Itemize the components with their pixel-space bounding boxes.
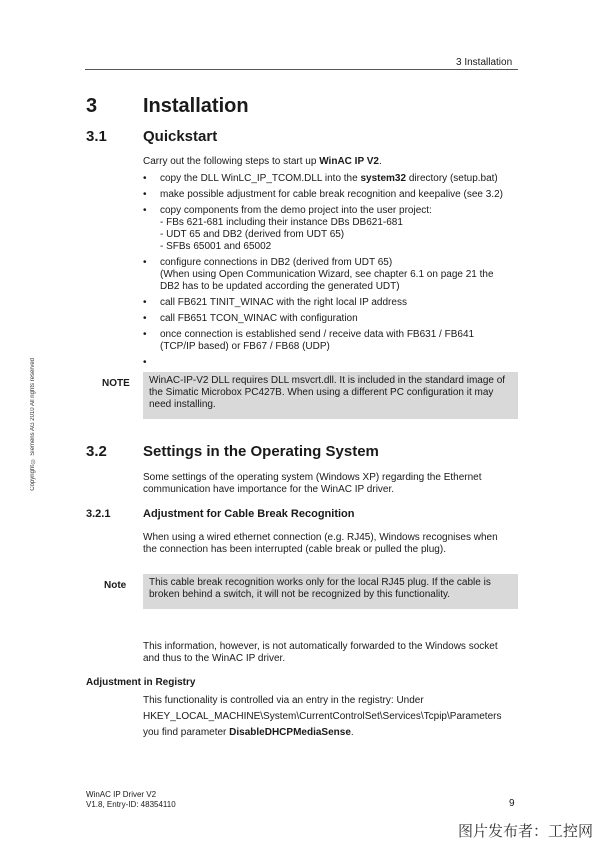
subsection-title: Adjustment for Cable Break Recognition	[143, 508, 355, 520]
publisher-watermark: 图片发布者：工控网	[458, 823, 594, 840]
page-number: 9	[509, 798, 515, 809]
section-number: 3.2	[86, 443, 107, 460]
list-item: • once connection is established send / receive data with FB631 / FB641 (TCP/IP based) or FB67 / FB68 (UDP)	[143, 329, 513, 353]
section-title: Settings in the Operating System	[143, 443, 379, 460]
registry-paragraph: This functionality is controlled via an entry in the registry: Under HKEY_LOCAL_MACHINE\System\CurrentControlSet\Services\Tcpip\Parameters you find parameter DisableDHCPMediaSense.	[143, 695, 502, 738]
list-item: • configure connections in DB2 (derived from UDT 65) (When using Open Communication Wizard, see chapter 6.1 on page 21 the DB2 has to be updated according the generated UDT)	[143, 257, 513, 293]
registry-heading: Adjustment in Registry	[86, 677, 196, 688]
copyright-notice: Copyright © Siemens AG 2010 All rights reserved	[30, 358, 36, 491]
quickstart-intro: Carry out the following steps to start up WinAC IP V2.	[143, 156, 382, 167]
chapter-title: Installation	[143, 95, 249, 117]
list-item: • make possible adjustment for cable break recognition and keepalive (see 3.2)	[143, 189, 513, 201]
section-number: 3.1	[86, 128, 107, 145]
section-title: Quickstart	[143, 128, 218, 145]
chapter-number: 3	[86, 95, 98, 117]
section-paragraph: Some settings of the operating system (Windows XP) regarding the Ethernet communication have importance for the WinAC IP driver.	[143, 472, 482, 495]
list-item: • call FB621 TINIT_WINAC with the right local IP address	[143, 297, 513, 309]
list-item: • copy the DLL WinLC_IP_TCOM.DLL into the system32 directory (setup.bat)	[143, 173, 513, 185]
footer-info: WinAC IP Driver V2 V1.8, Entry-ID: 48354110	[86, 790, 176, 809]
note-box: WinAC-IP-V2 DLL requires DLL msvcrt.dll. It is included in the standard image of the Simatic Microbox PC427B. When using a different PC configuration it may need installing.	[143, 372, 518, 419]
quickstart-steps	[143, 173, 513, 373]
subsection-paragraph: When using a wired ethernet connection (e.g. RJ45), Windows recognises when the connection has been interrupted (cable break or pulled the plug).	[143, 532, 498, 555]
info-paragraph: This information, however, is not automatically forwarded to the Windows socket and thus to the WinAC IP driver.	[143, 641, 498, 664]
list-item: • call FB651 TCON_WINAC with configuration	[143, 313, 513, 325]
running-header: 3 Installation	[456, 57, 513, 68]
subsection-number: 3.2.1	[86, 508, 111, 520]
note-label: NOTE	[102, 378, 130, 389]
note-label: Note	[104, 580, 127, 591]
header-divider	[85, 69, 518, 70]
list-item: • copy components from the demo project into the user project: - FBs 621-681 including their instance DBs DB621-681 - UDT 65 and DB2 (derived from UDT 65) - SFBs 65001 and 65002	[143, 205, 513, 253]
list-item	[143, 357, 513, 369]
note-box: This cable break recognition works only for the local RJ45 plug. If the cable is broken behind a switch, it will not be recognized by this functionality.	[143, 574, 518, 609]
